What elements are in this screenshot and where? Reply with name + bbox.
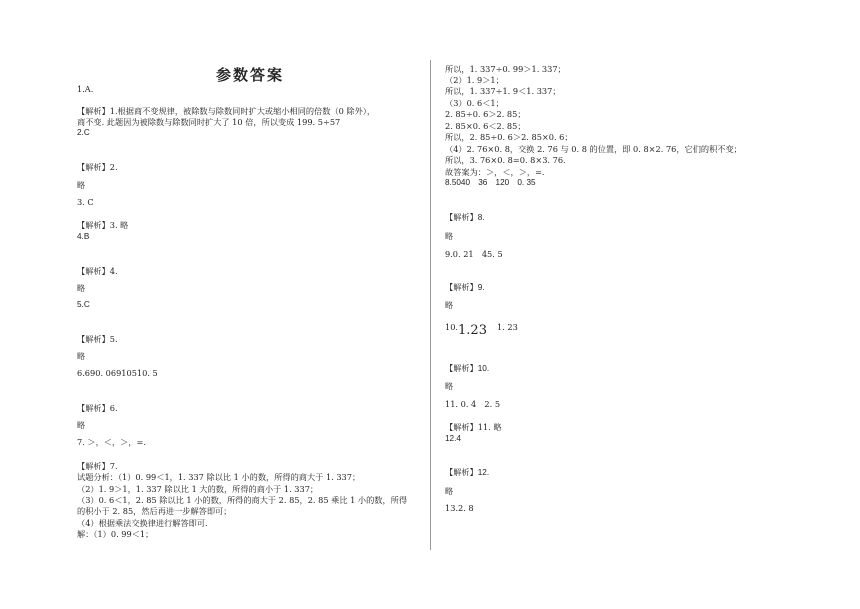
analysis-9: 【解析】9. [445, 283, 485, 292]
analysis-1-line2: 商不变. 此题因为被除数与除数同时扩大了 10 倍，所以变成 199. 5÷57 [77, 117, 341, 127]
analysis-8: 【解析】8. [445, 213, 485, 222]
answer-8: 8.5040 36 120 0. 35 [445, 178, 536, 187]
answer-10-value: 1. 23 [496, 322, 518, 332]
analysis-7: 【解析】7. [77, 461, 118, 471]
right-line-9: 所以，3. 76×0. 8=0. 8×3. 76. [445, 155, 566, 165]
analysis-7-line1: 试题分析：（1）0. 99＜1，1. 337 除以比 1 小的数，所得的商大于 1. 337； [77, 472, 361, 482]
analysis-2-body: 略 [77, 180, 86, 190]
right-line-6: 2. 85×0. 6＜2. 85； [445, 121, 526, 131]
answer-10-large-value: 1.23 [458, 323, 487, 338]
answer-3: 3. C [77, 197, 94, 207]
analysis-12: 【解析】12. [445, 468, 490, 477]
analysis-7-line4: 的积小于 2. 85，然后再进一步解答即可； [77, 506, 232, 516]
analysis-3: 【解析】3. 略 [77, 220, 129, 230]
column-divider [430, 60, 431, 550]
analysis-8-body: 略 [445, 231, 454, 241]
answer-9: 9.0. 21 45. 5 [445, 249, 503, 259]
answer-4: 4.B [77, 232, 90, 241]
analysis-7-line5: （4）根据乘法交换律进行解答即可. [77, 518, 208, 528]
analysis-5: 【解析】5. [77, 334, 118, 344]
analysis-4-body: 略 [77, 283, 86, 293]
analysis-7-line2: （2）1. 9＞1，1. 337 除以比 1 大的数，所得的商小于 1. 337； [77, 484, 319, 494]
analysis-6: 【解析】6. [77, 403, 118, 413]
analysis-5-body: 略 [77, 351, 86, 361]
answer-12: 12.4 [445, 434, 461, 443]
analysis-7-line6: 解：（1）0. 99＜1； [77, 529, 154, 539]
analysis-12-body: 略 [445, 486, 454, 496]
analysis-9-body: 略 [445, 300, 454, 310]
answer-10 [445, 322, 518, 338]
right-line-10: 故答案为：＞，＜，＞，=. [445, 167, 545, 177]
answer-5: 5.C [77, 300, 90, 309]
answer-11: 11. 0. 4 2. 5 [445, 399, 501, 409]
analysis-2: 【解析】2. [77, 162, 118, 172]
answer-1: 1.A. [77, 84, 94, 94]
answer-2: 2.C [77, 128, 90, 137]
analysis-6-body: 略 [77, 420, 86, 430]
right-line-1: 所以，1. 337÷0. 99＞1. 337； [445, 64, 566, 74]
right-line-2: （2）1. 9＞1； [445, 75, 504, 85]
answer-7: 7. ＞，＜，＞，=. [77, 437, 147, 447]
right-line-4: （3）0. 6＜1； [445, 98, 504, 108]
analysis-11: 【解析】11. 略 [445, 422, 502, 432]
analysis-10-body: 略 [445, 381, 454, 391]
analysis-4: 【解析】4. [77, 266, 118, 276]
answer-10-number: 10. [445, 322, 459, 332]
right-line-7: 所以，2. 85÷0. 6＞2. 85×0. 6； [445, 132, 573, 142]
page-title: 参数答案 [216, 66, 285, 84]
right-line-8: （4）2. 76×0. 8，交换 2. 76 与 0. 8 的位置，即 0. 8×2. 76，它们的积不变； [445, 144, 742, 154]
analysis-1-line1: 【解析】1.根据商不变规律，被除数与除数同时扩大或缩小相同的倍数（0 除外）， [77, 106, 376, 116]
analysis-7-line3: （3）0. 6＜1，2. 85 除以比 1 小的数，所得的商大于 2. 85，2. 85 乘比 1 小的数，所得 [77, 495, 408, 505]
right-line-3: 所以，1. 337÷1. 9＜1. 337； [445, 86, 561, 96]
answer-13: 13.2. 8 [445, 503, 474, 513]
analysis-10: 【解析】10. [445, 364, 490, 373]
right-line-5: 2. 85÷0. 6＞2. 85； [445, 109, 526, 119]
answer-6: 6.690. 06910510. 5 [77, 368, 158, 378]
